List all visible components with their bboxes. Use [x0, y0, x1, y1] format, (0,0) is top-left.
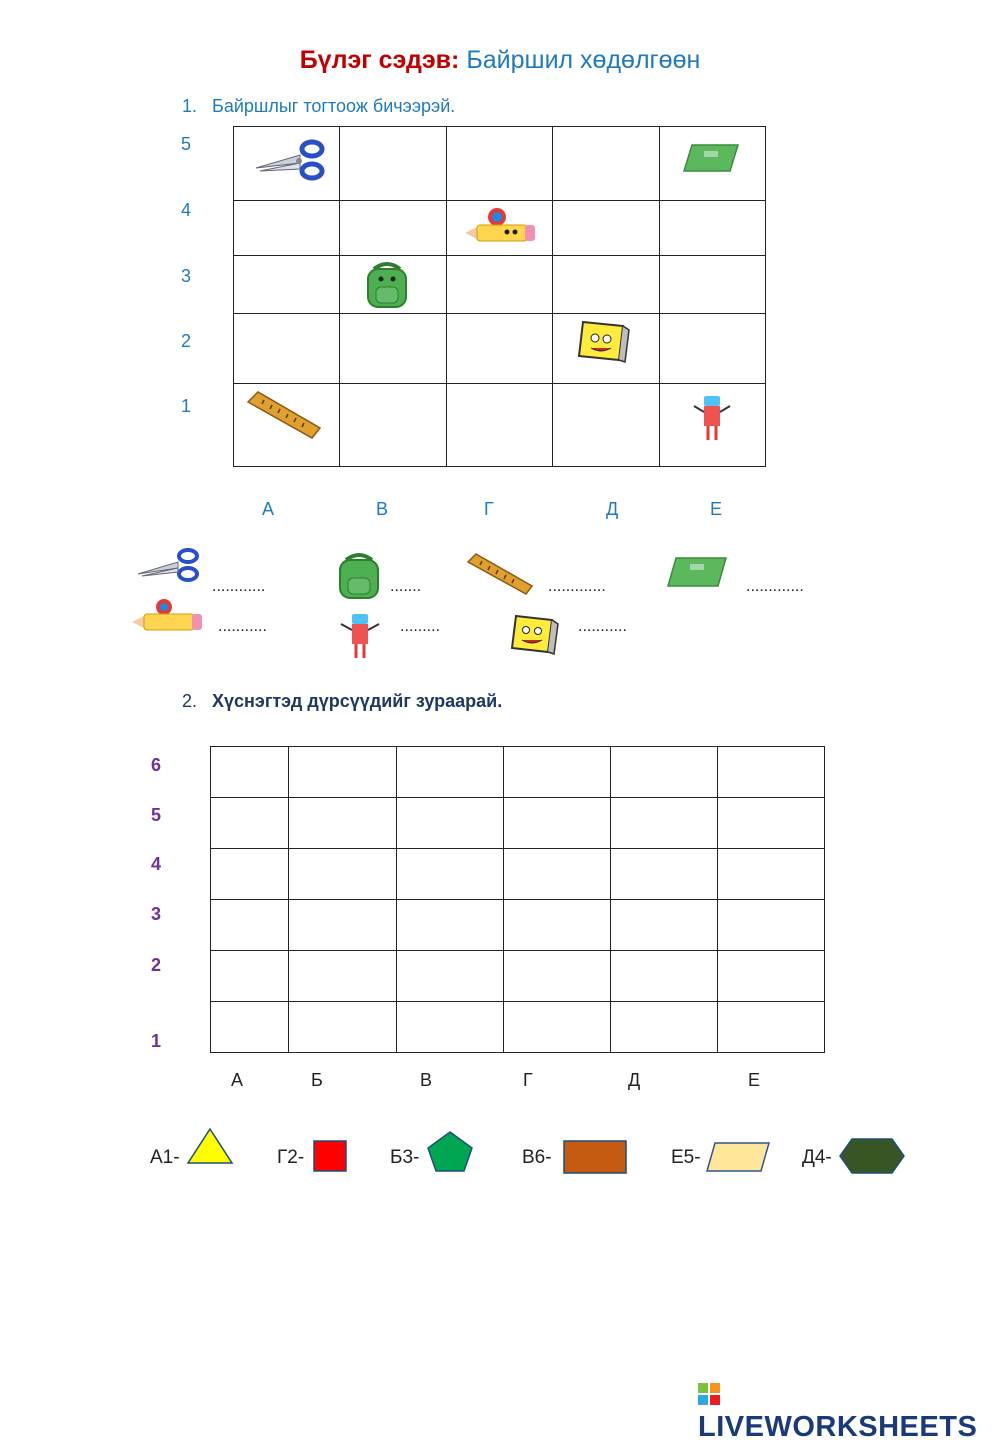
grid2-cell[interactable]: [504, 900, 611, 951]
shape-label-triangle: А1-: [150, 1147, 180, 1168]
answer-blank-scissors[interactable]: ............: [212, 578, 266, 595]
scissors-icon: [136, 546, 206, 586]
task2-grid: [210, 746, 825, 1053]
grid2-cell[interactable]: [397, 900, 504, 951]
grid2-cell[interactable]: [611, 798, 718, 849]
grid2-cell[interactable]: [611, 1002, 718, 1053]
pencil-icon: [130, 598, 208, 634]
grid-cell-B4: [340, 201, 446, 256]
task2-row-label: 4: [150, 854, 161, 874]
task1-row-label: 3: [180, 266, 191, 286]
grid2-cell[interactable]: [504, 849, 611, 900]
ruler-icon: [464, 550, 536, 598]
grid2-cell[interactable]: [504, 747, 611, 798]
notebook-icon: [666, 554, 730, 590]
grid2-cell[interactable]: [397, 747, 504, 798]
task1-row-label: 1: [180, 396, 191, 416]
grid-cell-G4: [446, 201, 552, 256]
grid-cell-E4: [659, 201, 765, 256]
grid-cell-B1: [340, 384, 446, 467]
eraser-icon: [338, 610, 382, 662]
grid2-cell[interactable]: [611, 747, 718, 798]
answer-blank-book[interactable]: ...........: [578, 618, 627, 635]
task2-row-label: 3: [150, 904, 161, 924]
backpack-icon: [334, 550, 384, 602]
pencil-icon: [463, 207, 539, 247]
answer-blank-notebook[interactable]: .............: [746, 578, 804, 595]
grid2-cell[interactable]: [289, 900, 397, 951]
grid2-cell[interactable]: [504, 1002, 611, 1053]
grid2-cell[interactable]: [611, 951, 718, 1002]
grid-cell-G3: [446, 256, 552, 314]
task2-row-label: 6: [150, 755, 161, 775]
task2-row-label: 5: [150, 805, 161, 825]
task1-row-label: 4: [180, 200, 191, 220]
grid-cell-E3: [659, 256, 765, 314]
grid2-cell[interactable]: [611, 849, 718, 900]
grid2-cell[interactable]: [718, 798, 825, 849]
pentagon-shape[interactable]: [426, 1129, 476, 1175]
task1-instruction: [182, 96, 455, 117]
shape-label-rectangle: В6-: [522, 1147, 552, 1168]
hexagon-shape[interactable]: [838, 1136, 906, 1176]
page-title: [0, 46, 1000, 75]
task2-col-label: Г: [523, 1070, 533, 1090]
grid2-cell[interactable]: [504, 951, 611, 1002]
grid2-cell[interactable]: [397, 798, 504, 849]
grid2-cell[interactable]: [289, 798, 397, 849]
notebook-icon: [682, 141, 742, 175]
grid-cell-E1: [659, 384, 765, 467]
task2-text: Хүснэгтэд дүрсүүдийг зураарай.: [212, 691, 503, 711]
grid-cell-G2: [446, 314, 552, 384]
grid2-cell[interactable]: [289, 951, 397, 1002]
square-shape[interactable]: [311, 1138, 351, 1174]
grid2-cell[interactable]: [397, 951, 504, 1002]
liveworksheets-logo[interactable]: [698, 1378, 1000, 1444]
task2-col-label: Е: [748, 1070, 761, 1090]
grid2-cell[interactable]: [289, 849, 397, 900]
grid-cell-D4: [553, 201, 659, 256]
grid-cell-B5: [340, 127, 446, 201]
task2-row-label: 1: [150, 1031, 161, 1051]
grid2-cell[interactable]: [718, 951, 825, 1002]
logo-text: LIVEWORKSHEETS: [698, 1411, 978, 1443]
task1-number: 1.: [182, 96, 198, 116]
task1-col-label: Е: [710, 499, 723, 519]
triangle-shape[interactable]: [186, 1126, 236, 1166]
grid2-cell[interactable]: [718, 1002, 825, 1053]
grid-cell-A2: [234, 314, 340, 384]
task1-col-label: Г: [484, 499, 494, 519]
parallelogram-shape[interactable]: [705, 1139, 771, 1175]
shape-label-hexagon: Д4-: [802, 1147, 832, 1168]
grid2-cell[interactable]: [211, 951, 289, 1002]
grid2-cell[interactable]: [397, 1002, 504, 1053]
grid2-cell[interactable]: [397, 849, 504, 900]
grid2-cell[interactable]: [718, 747, 825, 798]
task2-number: 2.: [182, 691, 198, 711]
grid-cell-E5: [659, 127, 765, 201]
task2-col-label: А: [231, 1070, 244, 1090]
grid-cell-G1: [446, 384, 552, 467]
logo-icon: [698, 1383, 720, 1405]
scissors-icon: [252, 135, 332, 185]
grid-cell-B2: [340, 314, 446, 384]
grid-cell-A3: [234, 256, 340, 314]
backpack-icon: [362, 259, 412, 311]
title-topic-label: Бүлэг сэдэв:: [299, 46, 460, 74]
grid2-cell[interactable]: [211, 849, 289, 900]
grid2-cell[interactable]: [611, 900, 718, 951]
rectangle-shape[interactable]: [561, 1138, 629, 1176]
grid2-cell[interactable]: [211, 747, 289, 798]
task1-grid: [233, 126, 766, 467]
grid-cell-B3: [340, 256, 446, 314]
grid-cell-A5: [234, 127, 340, 201]
grid2-cell[interactable]: [289, 747, 397, 798]
task1-row-label: 2: [180, 331, 191, 351]
book-icon: [508, 612, 562, 658]
grid-cell-D1: [553, 384, 659, 467]
task2-col-label: В: [420, 1070, 433, 1090]
task1-text: Байршлыг тогтоож бичээрэй.: [212, 96, 456, 116]
task2-col-label: Д: [628, 1070, 641, 1090]
answer-blank-ruler[interactable]: .............: [548, 578, 606, 595]
grid-cell-G5: [446, 127, 552, 201]
answer-blank-backpack[interactable]: .......: [390, 578, 422, 595]
task1-col-label: Д: [606, 499, 619, 519]
task1-row-label: 5: [180, 134, 191, 154]
grid-cell-D5: [553, 127, 659, 201]
grid2-cell[interactable]: [289, 1002, 397, 1053]
grid-cell-A1: [234, 384, 340, 467]
task2-row-label: 2: [150, 955, 161, 975]
answer-blank-eraser[interactable]: .........: [400, 618, 441, 635]
answer-blank-pencil[interactable]: ...........: [218, 618, 267, 635]
shape-label-square: Г2-: [277, 1147, 305, 1168]
book-icon: [575, 318, 633, 364]
grid2-cell[interactable]: [211, 1002, 289, 1053]
grid-cell-E2: [659, 314, 765, 384]
grid2-cell[interactable]: [504, 798, 611, 849]
grid2-cell[interactable]: [718, 849, 825, 900]
task1-col-label: А: [262, 499, 275, 519]
task1-col-label: В: [376, 499, 389, 519]
shape-label-parallelogram: Е5-: [671, 1147, 701, 1168]
eraser-icon: [692, 392, 732, 448]
grid2-cell[interactable]: [211, 798, 289, 849]
shape-label-pentagon: Б3-: [390, 1147, 420, 1168]
grid-cell-D3: [553, 256, 659, 314]
ruler-icon: [244, 388, 324, 442]
task2-instruction: [182, 691, 502, 712]
grid2-cell[interactable]: [718, 900, 825, 951]
grid-cell-D2: [553, 314, 659, 384]
grid2-cell[interactable]: [211, 900, 289, 951]
title-topic-name: Байршил хөдөлгөөн: [466, 46, 701, 74]
task2-col-label: Б: [311, 1070, 323, 1090]
grid-cell-A4: [234, 201, 340, 256]
